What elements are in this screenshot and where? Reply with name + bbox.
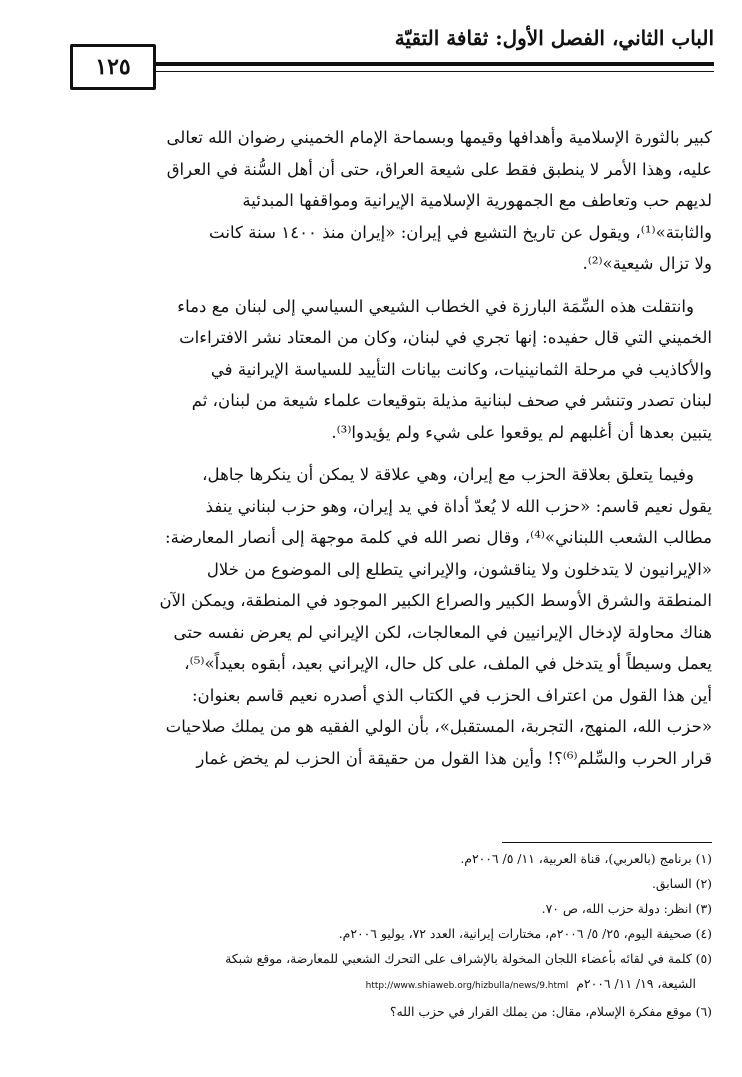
text-line: لديهم حب وتعاطف مع الجمهورية الإسلامية الإيرانية ومواقفها المبدئية [242, 191, 712, 210]
text-line: مطالب الشعب اللبناني»⁽⁴⁾، وقال نصر الله في كلمة موجهة إلى أنصار المعارضة: [165, 528, 712, 547]
footnote-5-continuation [24, 971, 712, 999]
text-line: الخميني التي قال حفيده: إنها تجري في لبنان، وكان من المعتاد نشر الافتراءات [179, 328, 712, 347]
paragraph-1 [24, 122, 712, 280]
footnotes [24, 846, 712, 1024]
footnote-5-url: http://www.shiaweb.org/hizbulla/news/9.html [365, 981, 569, 991]
text-line: «حزب الله، المنهج، التجربة، المستقبل»، بأن الولي الفقيه هو من يملك صلاحيات [165, 717, 712, 736]
chapter-title: الباب الثاني، الفصل الأول: ثقافة التقيّة [394, 26, 714, 50]
text-line: وانتقلت هذه السِّمَة البارزة في الخطاب الشيعي السياسي إلى لبنان مع دماء [177, 296, 694, 316]
text-line: هناك محاولة لإدخال الإيرانيين في المعالجات، لكن الإيراني لم يعرض نفسه حتى [173, 622, 712, 642]
footnote-separator [502, 842, 712, 843]
footnote-3: (٣) انظر: دولة حزب الله، ص ٧٠. [541, 901, 712, 916]
text-line: وفيما يتعلق بعلاقة الحزب مع إيران، وهي علاقة لا يمكن أن ينكرها جاهل، [202, 465, 694, 484]
text-line: يتبين بعدها أن أغلبهم لم يوقعوا على شيء ولم يؤيدوا⁽³⁾. [331, 422, 712, 442]
page-number: ١٢٥ [70, 44, 156, 90]
footnote-5-date: الشيعة، ١٩/ ١١/ ٢٠٠٦م [576, 976, 696, 991]
main-text [24, 122, 712, 785]
footnote-4: (٤) صحيفة اليوم، ٢٥/ ٥/ ٢٠٠٦م، مختارات إيرانية، العدد ٧٢، يوليو ٢٠٠٦م. [338, 926, 712, 941]
text-line: قرار الحرب والسِّلم⁽⁶⁾؟! وأين هذا القول من حقيقة أن الحزب لم يخض غمار [196, 748, 712, 768]
footnote-2: (٢) السابق. [651, 876, 712, 891]
text-line: كبير بالثورة الإسلامية وأهدافها وقيمها وبسماحة الإمام الخميني رضوان الله تعالى [166, 128, 712, 147]
running-header [20, 14, 714, 94]
footnote-1: (١) برنامج (بالعربي)، قناة العربية، ١١/ ٥/ ٢٠٠٦م. [460, 851, 712, 866]
footnote-6: (٦) موقع مفكرة الإسلام، مقال: من يملك القرار في حزب الله؟ [389, 1004, 712, 1019]
text-line: أين هذا القول من اعتراف الحزب في الكتاب الذي أصدره نعيم قاسم بعنوان: [191, 685, 712, 705]
text-line: يعمل وسيطاً أو يتدخل في الملف، على كل حال، الإيراني بعيد، أبقوه بعيداً»⁽⁵⁾، [184, 654, 712, 673]
text-line: يقول نعيم قاسم: «حزب الله لا يُعدّ أداة في يد إيران، وهو حزب لبناني ينفذ [205, 496, 712, 516]
paragraph-3 [24, 459, 712, 774]
text-line: لبنان تصدر وتنشر في صحف لبنانية مذيلة بتوقيعات علماء شيعة من لبنان، ثم [191, 391, 712, 410]
text-line: والأكاذيب في مرحلة الثمانينيات، وكانت بيانات التأييد للسياسة الإيرانية في [210, 359, 712, 379]
footnote-5: (٥) كلمة في لقائه بأعضاء اللجان المخولة بالإشراف على التحرك الشعبي للمعارضة، موقع شبكة [225, 951, 712, 966]
paragraph-2 [24, 291, 712, 449]
text-line: المنطقة والشرق الأوسط الكبير والصراع الكبير الموجود في المنطقة، ويمكن الآن [159, 591, 712, 610]
text-line: «الإيرانيون لا يتدخلون ولا يناقشون، والإيراني يتطلع إلى الموضوع من خلال [206, 559, 712, 579]
text-line: عليه، وهذا الأمر لا ينطبق فقط على شيعة العراق، حتى أن أهل السُّنة في العراق [166, 159, 712, 179]
text-line: ولا تزال شيعية»⁽²⁾. [582, 254, 712, 273]
header-rule [154, 62, 714, 72]
text-line: والثابتة»⁽¹⁾، ويقول عن تاريخ التشيع في إيران: «إيران منذ ١٤٠٠ سنة كانت [209, 222, 712, 242]
